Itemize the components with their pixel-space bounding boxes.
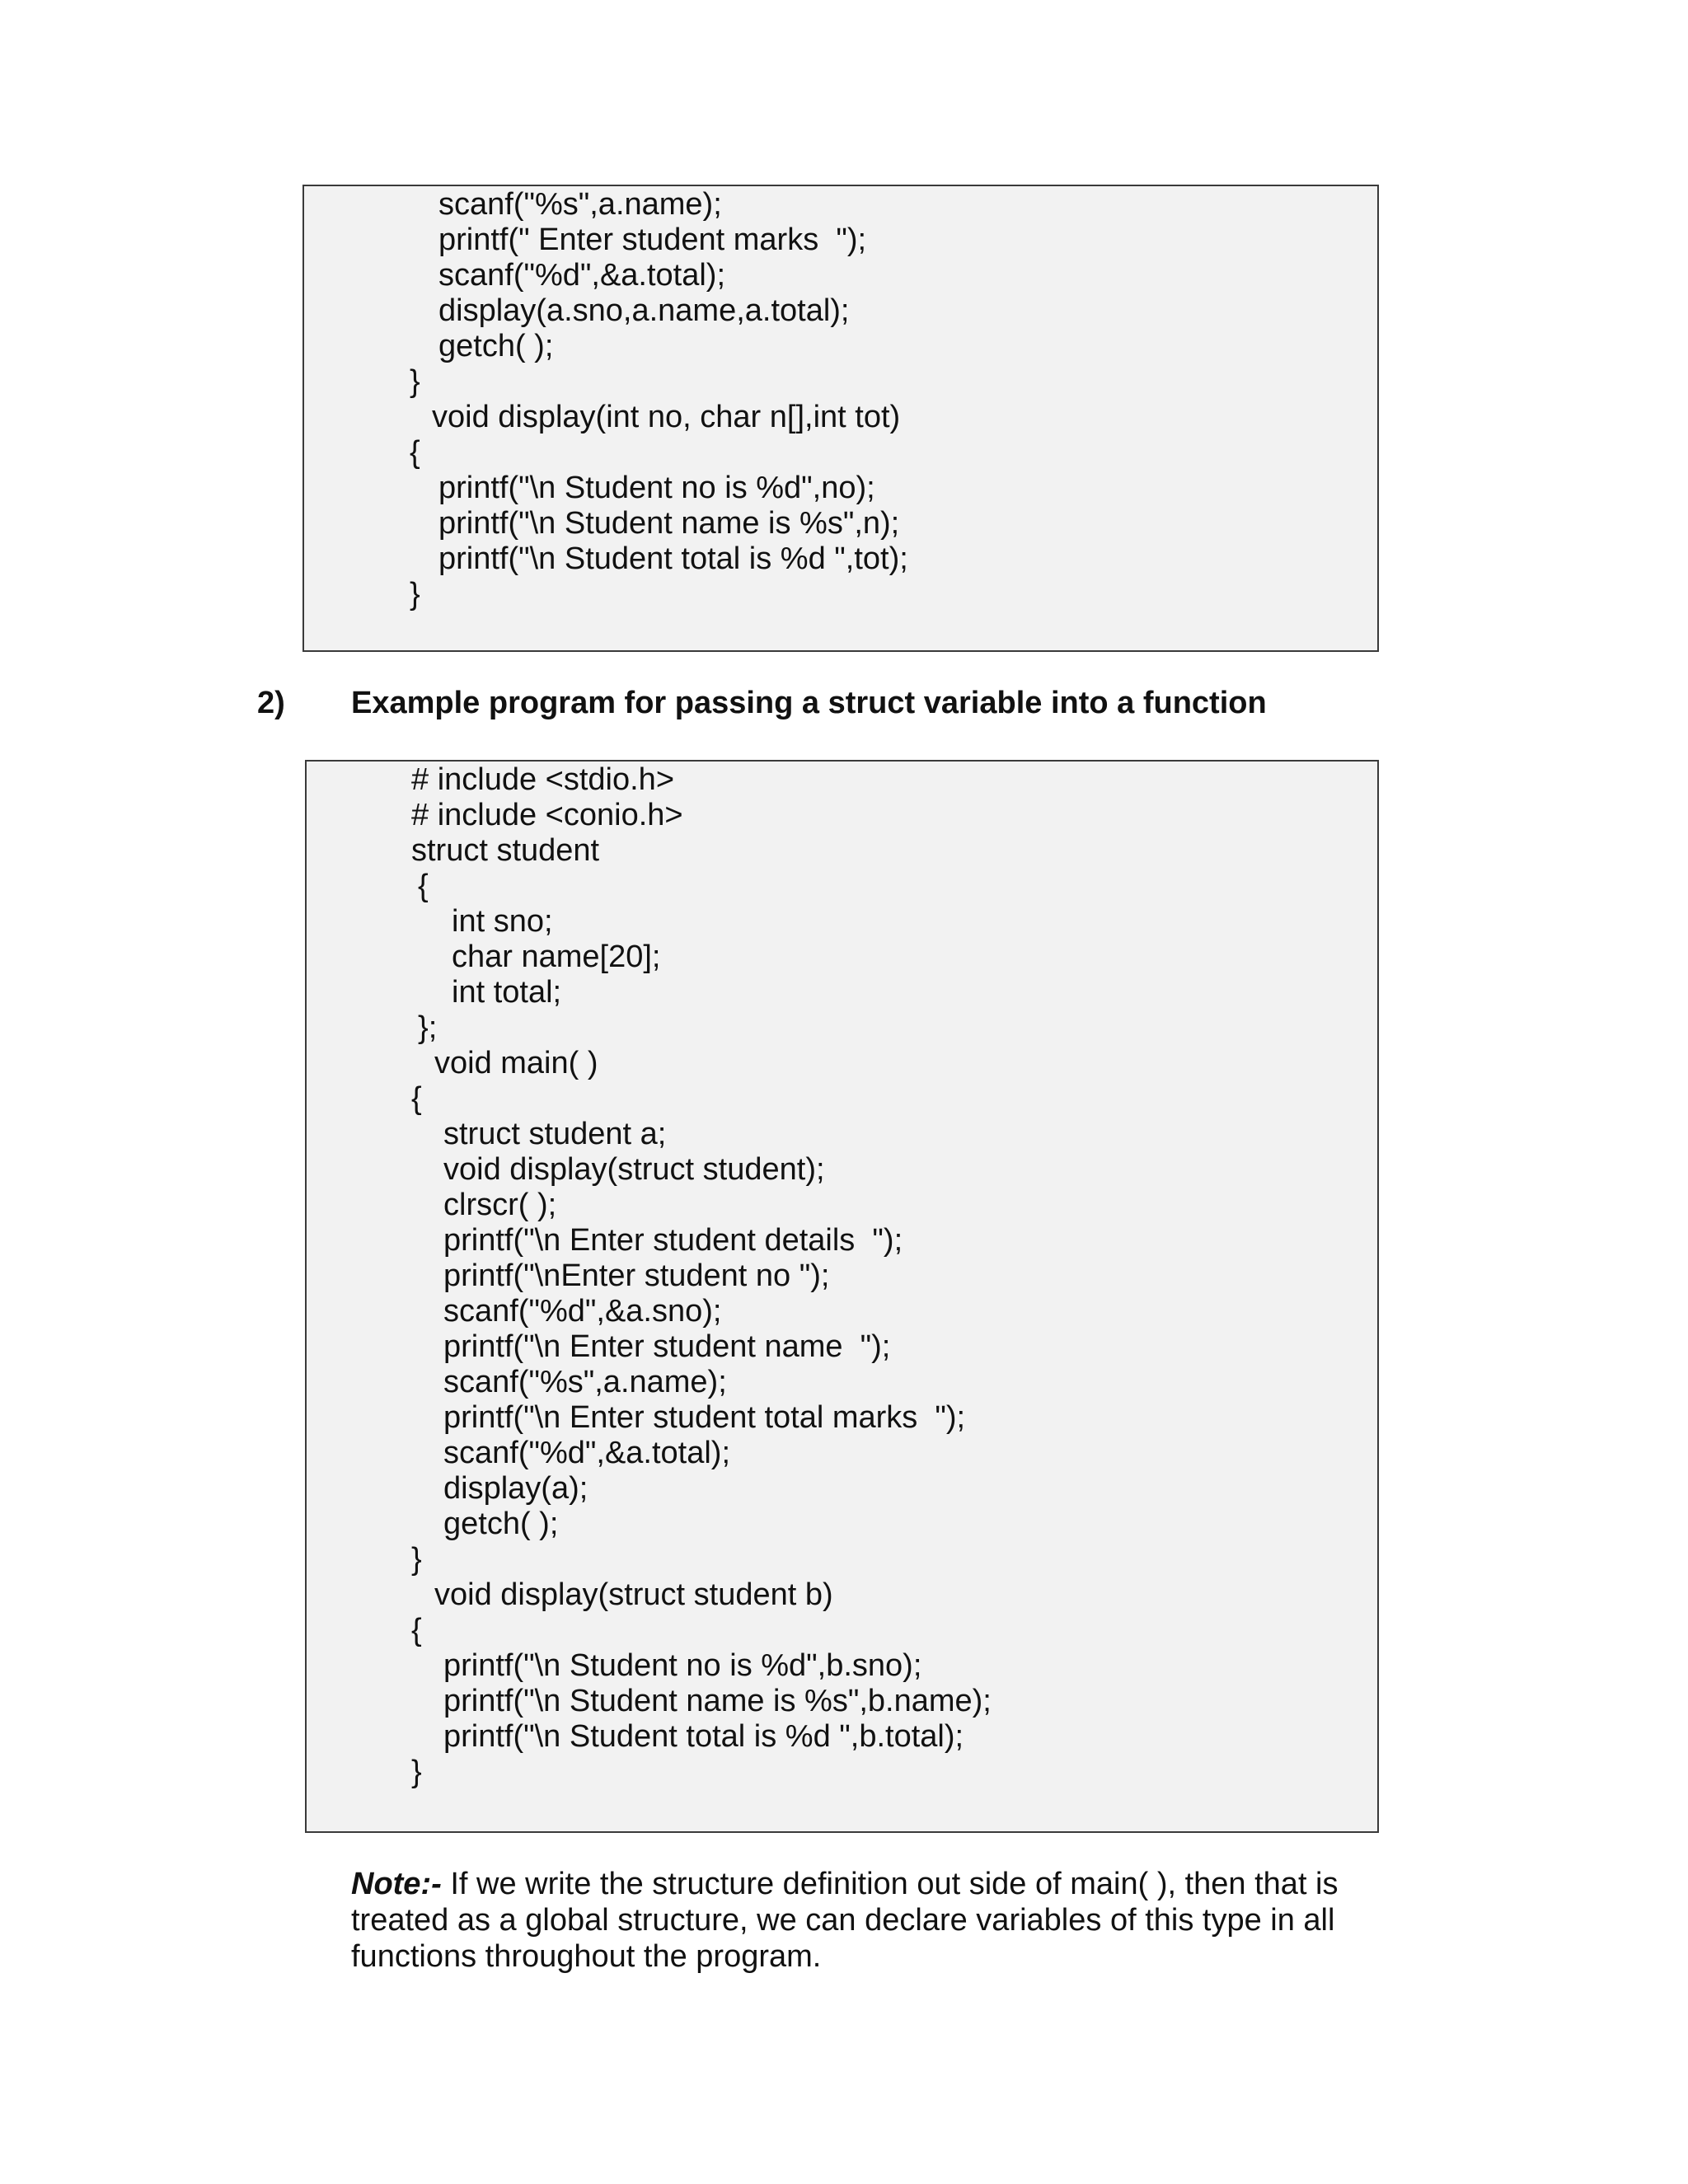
code-line: struct student a; [443, 1117, 667, 1151]
code-line: scanf("%d",&a.total); [438, 258, 726, 293]
code-line: }; [418, 1010, 438, 1045]
code-line: printf("\n Student name is %s",n); [438, 506, 900, 541]
section-number: 2) [257, 686, 285, 720]
code-line: { [418, 869, 429, 903]
code-line: clrscr( ); [443, 1188, 557, 1222]
code-line: printf("\n Student total is %d ",tot); [438, 541, 908, 576]
code-line: printf("\n Enter student details "); [443, 1223, 903, 1258]
code-block-1 [302, 185, 1379, 652]
code-line: } [410, 364, 420, 399]
note-paragraph [351, 1866, 1390, 1975]
section-title: Example program for passing a struct variable into a function [351, 686, 1267, 720]
code-line: getch( ); [443, 1507, 559, 1541]
code-line: int sno; [452, 904, 553, 939]
code-line: char name[20]; [452, 940, 661, 974]
code-line: { [411, 1613, 422, 1647]
code-line: } [411, 1542, 422, 1577]
code-line: printf("\n Enter student name "); [443, 1329, 891, 1364]
code-line: scanf("%d",&a.sno); [443, 1294, 722, 1329]
code-line: { [411, 1081, 422, 1116]
code-line: void display(int no, char n[],int tot) [432, 400, 901, 434]
code-line: printf("\n Student no is %d",no); [438, 471, 875, 505]
code-line: scanf("%d",&a.total); [443, 1436, 731, 1470]
code-line: scanf("%s",a.name); [443, 1365, 727, 1399]
code-line: void display(struct student b) [434, 1577, 833, 1612]
code-line: printf("\n Enter student total marks "); [443, 1400, 966, 1435]
code-line: printf("\n Student name is %s",b.name); [443, 1684, 992, 1718]
code-line: display(a); [443, 1471, 588, 1506]
code-line: } [410, 577, 420, 612]
code-line: printf(" Enter student marks "); [438, 223, 867, 257]
code-line: int total; [452, 975, 562, 1010]
code-line: printf("\n Student no is %d",b.sno); [443, 1648, 922, 1683]
note-label: Note:- [351, 1867, 442, 1901]
code-line: { [410, 435, 420, 470]
code-line: } [411, 1755, 422, 1789]
code-line: getch( ); [438, 329, 554, 363]
code-line: struct student [411, 833, 600, 868]
code-line: printf("\nEnter student no "); [443, 1258, 830, 1293]
code-line: # include <conio.h> [411, 798, 683, 832]
note-text: If we write the structure definition out side of main( ), then that is treated as a global structure, we can declare variables of this type in all functions throughout the program. [351, 1867, 1339, 1974]
code-line: # include <stdio.h> [411, 762, 675, 797]
code-line: display(a.sno,a.name,a.total); [438, 293, 850, 328]
code-line: void display(struct student); [443, 1152, 825, 1187]
code-line: printf("\n Student total is %d ",b.total); [443, 1719, 964, 1754]
code-line: void main( ) [434, 1046, 598, 1080]
code-line: scanf("%s",a.name); [438, 187, 722, 222]
code-block-2 [305, 760, 1379, 1833]
